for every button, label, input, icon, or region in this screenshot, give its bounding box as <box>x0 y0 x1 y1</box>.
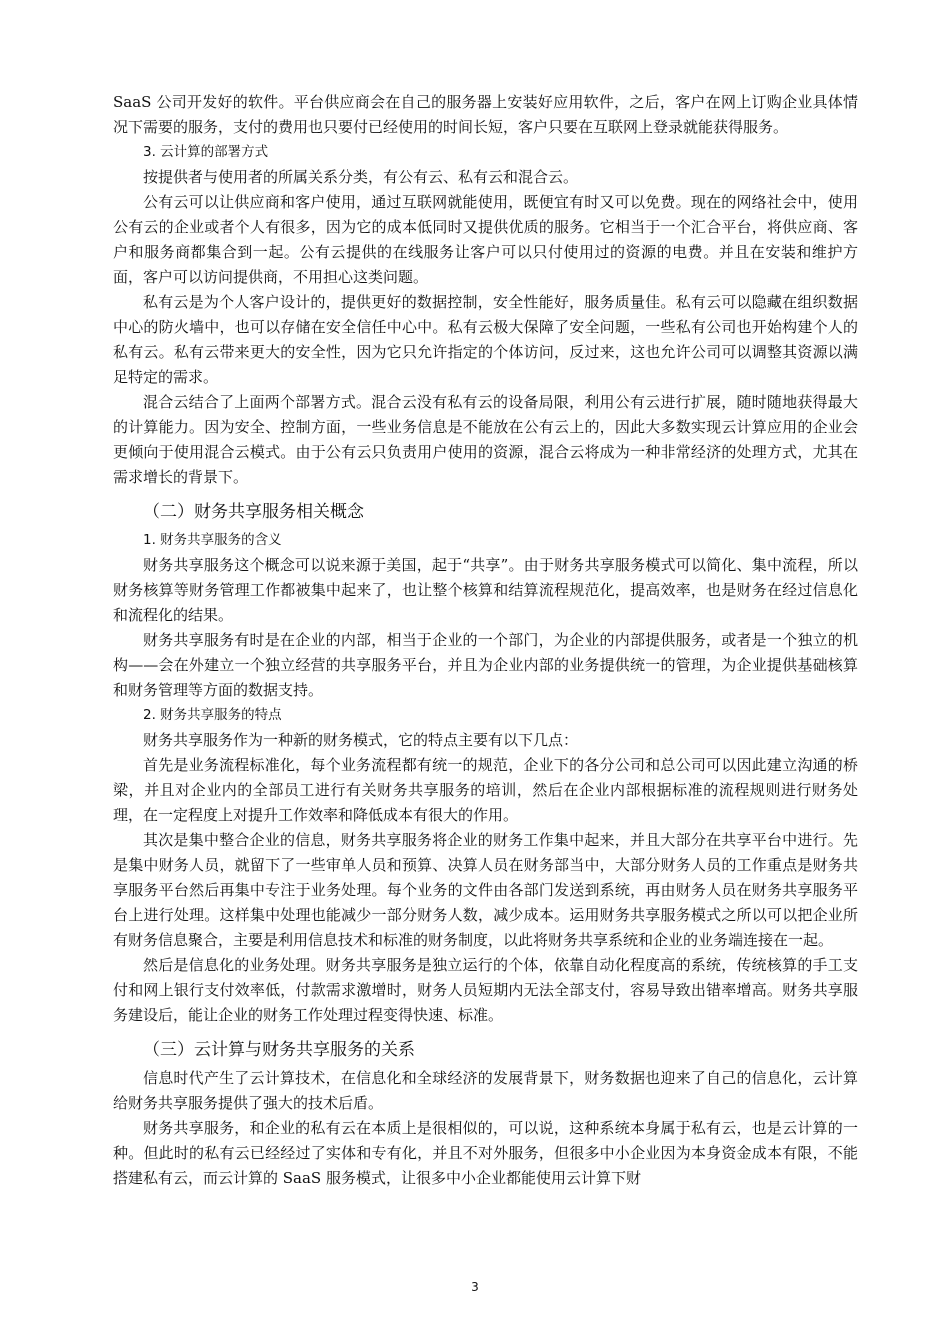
heading-deployment-methods: 3. 云计算的部署方式 <box>143 144 269 160</box>
paragraph-public-cloud: 公有云可以让供应商和客户使用，通过互联网就能使用，既便宜有时又可以免费。现在的网络社会中，使用公有云的企业或者个人有很多，因为它的成本低同时又提供优质的服务。它相当于一个汇合平台，将供应商、客户和服务商都集合到一起。公有云提供的在线服务让客户可以只付使用过的资源的电费。并且在安装和维护方面，客户可以访问提供商，不用担心这类问题。 <box>113 193 858 286</box>
page-number: 3 <box>471 1280 479 1294</box>
paragraph-sharing-organization: 财务共享服务有时是在企业的内部，相当于企业的一个部门，为企业的内部提供服务，或者是一个独立的机构——会在外建立一个独立经营的共享服务平台，并且为企业内部的业务提供统一的管理，为企业提供基础核算和财务管理等方面的数据支持。 <box>113 631 858 699</box>
paragraph-saas-continuation: SaaS 公司开发好的软件。平台供应商会在自己的服务器上安装好应用软件，之后，客户在网上订购企业具体情况下需要的服务，支付的费用也只要付已经使用的时间长短，客户只要在互联网上登录就能获得服务。 <box>113 93 858 136</box>
heading-financial-sharing-features: 2. 财务共享服务的特点 <box>143 707 282 723</box>
page-content <box>113 90 858 1191</box>
paragraph-feature-centralization: 其次是集中整合企业的信息，财务共享服务将企业的财务工作集中起来，并且大部分在共享平台中进行。先是集中财务人员，就留下了一些审单人员和预算、决算人员在财务部当中，大部分财务人员的工作重点是财务共享服务平台然后再集中专注于业务处理。每个业务的文件由各部门发送到系统，再由财务人员在财务共享服务平台上进行处理。这样集中处理也能减少一部分财务人数，减少成本。运用财务共享服务模式之所以可以把企业所有财务信息聚合，主要是利用信息技术和标准的财务制度，以此将财务共享系统和企业的业务端连接在一起。 <box>113 831 858 949</box>
section-heading-financial-sharing-concepts: （二）财务共享服务相关概念 <box>143 502 364 522</box>
paragraph-private-cloud: 私有云是为个人客户设计的，提供更好的数据控制，安全性能好，服务质量佳。私有云可以隐藏在组织数据中心的防火墙中，也可以存储在安全信任中心中。私有云极大保障了安全问题，一些私有公司也开始构建个人的私有云。私有云带来更大的安全性，因为它只允许指定的个体访问，反过来，这也允许公司可以调整其资源以满足特定的需求。 <box>113 293 858 386</box>
paragraph-feature-standardization: 首先是业务流程标准化，每个业务流程都有统一的规范，企业下的各分公司和总公司可以因此建立沟通的桥梁，并且对企业内的全部员工进行有关财务共享服务的培训，然后在企业内部根据标准的流程规则进行财务处理，在一定程度上对提升工作效率和降低成本有很大的作用。 <box>113 756 858 824</box>
paragraph-relation-private-cloud: 财务共享服务，和企业的私有云在本质上是很相似的，可以说，这种系统本身属于私有云，也是云计算的一种。但此时的私有云已经经过了实体和专有化，并且不对外服务，但很多中小企业因为本身资金成本有限，不能搭建私有云，而云计算的 SaaS 服务模式，让很多中小企业都能使用云计算下财 <box>113 1119 858 1187</box>
paragraph-hybrid-cloud: 混合云结合了上面两个部署方式。混合云没有私有云的设备局限，利用公有云进行扩展，随时随地获得最大的计算能力。因为安全、控制方面，一些业务信息是不能放在公有云上的，因此大多数实现云计算应用的企业会更倾向于使用混合云模式。由于公有云只负责用户使用的资源，混合云将成为一种非常经济的处理方式，尤其在需求增长的背景下。 <box>113 393 858 486</box>
paragraph-cloud-classification: 按提供者与使用者的所属关系分类，有公有云、私有云和混合云。 <box>143 168 579 186</box>
paragraph-sharing-origin: 财务共享服务这个概念可以说来源于美国，起于“共享”。由于财务共享服务模式可以简化、集中流程，所以财务核算等财务管理工作都被集中起来了，也让整个核算和结算流程规范化，提高效率，也是财务在经过信息化和流程化的结果。 <box>113 556 858 624</box>
paragraph-relation-background: 信息时代产生了云计算技术，在信息化和全球经济的发展背景下，财务数据也迎来了自己的信息化，云计算给财务共享服务提供了强大的技术后盾。 <box>113 1069 858 1112</box>
paragraph-features-intro: 财务共享服务作为一种新的财务模式，它的特点主要有以下几点： <box>143 731 579 749</box>
section-heading-cloud-and-sharing-relation: （三）云计算与财务共享服务的关系 <box>143 1040 415 1060</box>
heading-financial-sharing-meaning: 1. 财务共享服务的含义 <box>143 532 282 548</box>
paragraph-feature-informatization: 然后是信息化的业务处理。财务共享服务是独立运行的个体，依靠自动化程度高的系统，传统核算的手工支付和网上银行支付效率低，付款需求激增时，财务人员短期内无法全部支付，容易导致出错率增高。财务共享服务建设后，能让企业的财务工作处理过程变得快速、标准。 <box>113 956 858 1024</box>
